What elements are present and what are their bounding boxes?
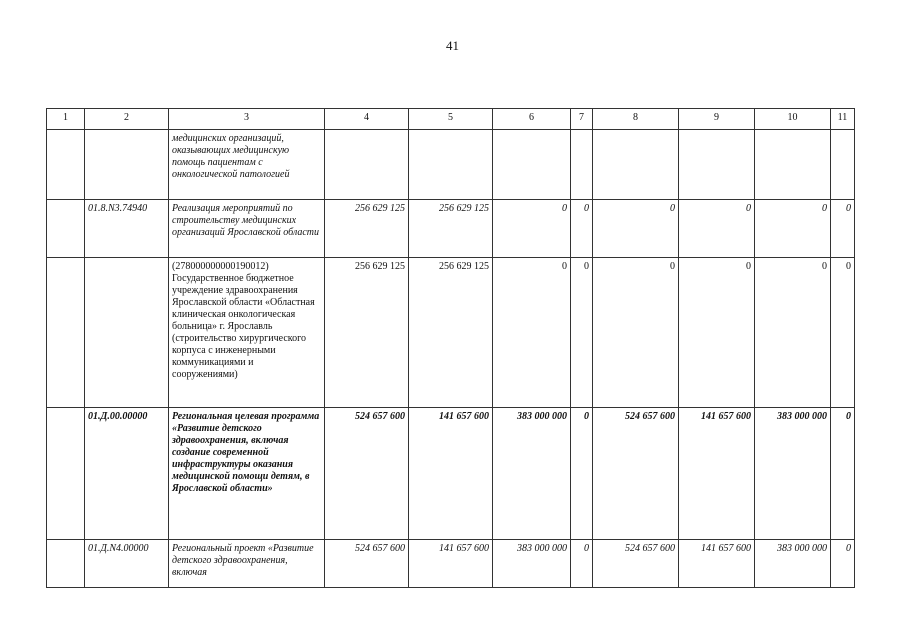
row-value-cell: 256 629 125	[409, 200, 493, 258]
row-value-cell: 383 000 000	[755, 540, 831, 588]
row-description-cell: Реализация мероприятий по строительству медицинских организаций Ярославской области	[169, 200, 325, 258]
row-value-cell: 524 657 600	[593, 408, 679, 540]
row-value-cell: 0	[571, 258, 593, 408]
row-value-cell: 0	[493, 258, 571, 408]
row-value-cell	[831, 130, 855, 200]
budget-table	[46, 108, 855, 588]
row-index-cell	[47, 200, 85, 258]
table-row	[47, 258, 855, 408]
row-value-cell: 0	[755, 258, 831, 408]
row-value-cell: 0	[593, 258, 679, 408]
column-header: 1	[47, 109, 85, 130]
row-value-cell: 0	[571, 200, 593, 258]
row-value-cell: 524 657 600	[593, 540, 679, 588]
row-index-cell	[47, 408, 85, 540]
row-value-cell	[409, 130, 493, 200]
column-header: 2	[85, 109, 169, 130]
row-value-cell: 0	[593, 200, 679, 258]
row-value-cell: 524 657 600	[325, 408, 409, 540]
row-value-cell: 0	[831, 540, 855, 588]
column-header: 8	[593, 109, 679, 130]
table-row	[47, 200, 855, 258]
row-value-cell: 383 000 000	[493, 540, 571, 588]
column-header: 4	[325, 109, 409, 130]
row-value-cell: 0	[755, 200, 831, 258]
row-value-cell: 383 000 000	[493, 408, 571, 540]
row-code-cell: 01.Д.00.00000	[85, 408, 169, 540]
row-description-cell: Региональный проект «Развитие детского здравоохранения, включая	[169, 540, 325, 588]
column-header: 9	[679, 109, 755, 130]
column-header: 11	[831, 109, 855, 130]
row-value-cell: 256 629 125	[409, 258, 493, 408]
column-header: 7	[571, 109, 593, 130]
row-value-cell: 256 629 125	[325, 258, 409, 408]
column-header: 6	[493, 109, 571, 130]
row-code-cell: 01.Д.N4.00000	[85, 540, 169, 588]
column-header: 3	[169, 109, 325, 130]
row-value-cell: 524 657 600	[325, 540, 409, 588]
row-value-cell: 0	[571, 540, 593, 588]
column-header: 10	[755, 109, 831, 130]
table-row	[47, 540, 855, 588]
row-value-cell: 141 657 600	[409, 408, 493, 540]
row-code-cell: 01.8.N3.74940	[85, 200, 169, 258]
row-index-cell	[47, 540, 85, 588]
table-header-row	[47, 109, 855, 130]
row-value-cell	[755, 130, 831, 200]
page-number: 41	[446, 38, 459, 53]
row-value-cell: 0	[831, 258, 855, 408]
row-value-cell: 141 657 600	[679, 540, 755, 588]
row-value-cell: 0	[679, 258, 755, 408]
row-index-cell	[47, 258, 85, 408]
row-description-cell: Региональная целевая программа «Развитие детского здравоохранения, включая создание современной инфраструктуры оказания медицинской помощи детям, в Ярославской области»	[169, 408, 325, 540]
row-value-cell: 383 000 000	[755, 408, 831, 540]
row-value-cell: 0	[571, 408, 593, 540]
table-row	[47, 130, 855, 200]
row-index-cell	[47, 130, 85, 200]
row-value-cell: 0	[493, 200, 571, 258]
row-description-cell: (278000000000190012) Государственное бюджетное учреждение здравоохранения Ярославской области «Областная клиническая онкологическая больница» г. Ярославль (строительство хирургического корпуса с инженерными коммуникациями и сооружениями)	[169, 258, 325, 408]
row-code-cell	[85, 258, 169, 408]
row-value-cell	[679, 130, 755, 200]
row-value-cell	[571, 130, 593, 200]
row-value-cell	[593, 130, 679, 200]
row-value-cell	[325, 130, 409, 200]
row-description-cell: медицинских организаций, оказывающих медицинскую помощь пациентам с онкологической патологией	[169, 130, 325, 200]
row-value-cell: 256 629 125	[325, 200, 409, 258]
row-value-cell: 0	[831, 408, 855, 540]
row-value-cell: 0	[679, 200, 755, 258]
row-value-cell: 141 657 600	[679, 408, 755, 540]
row-value-cell: 0	[831, 200, 855, 258]
table-row	[47, 408, 855, 540]
row-value-cell: 141 657 600	[409, 540, 493, 588]
column-header: 5	[409, 109, 493, 130]
row-code-cell	[85, 130, 169, 200]
row-value-cell	[493, 130, 571, 200]
